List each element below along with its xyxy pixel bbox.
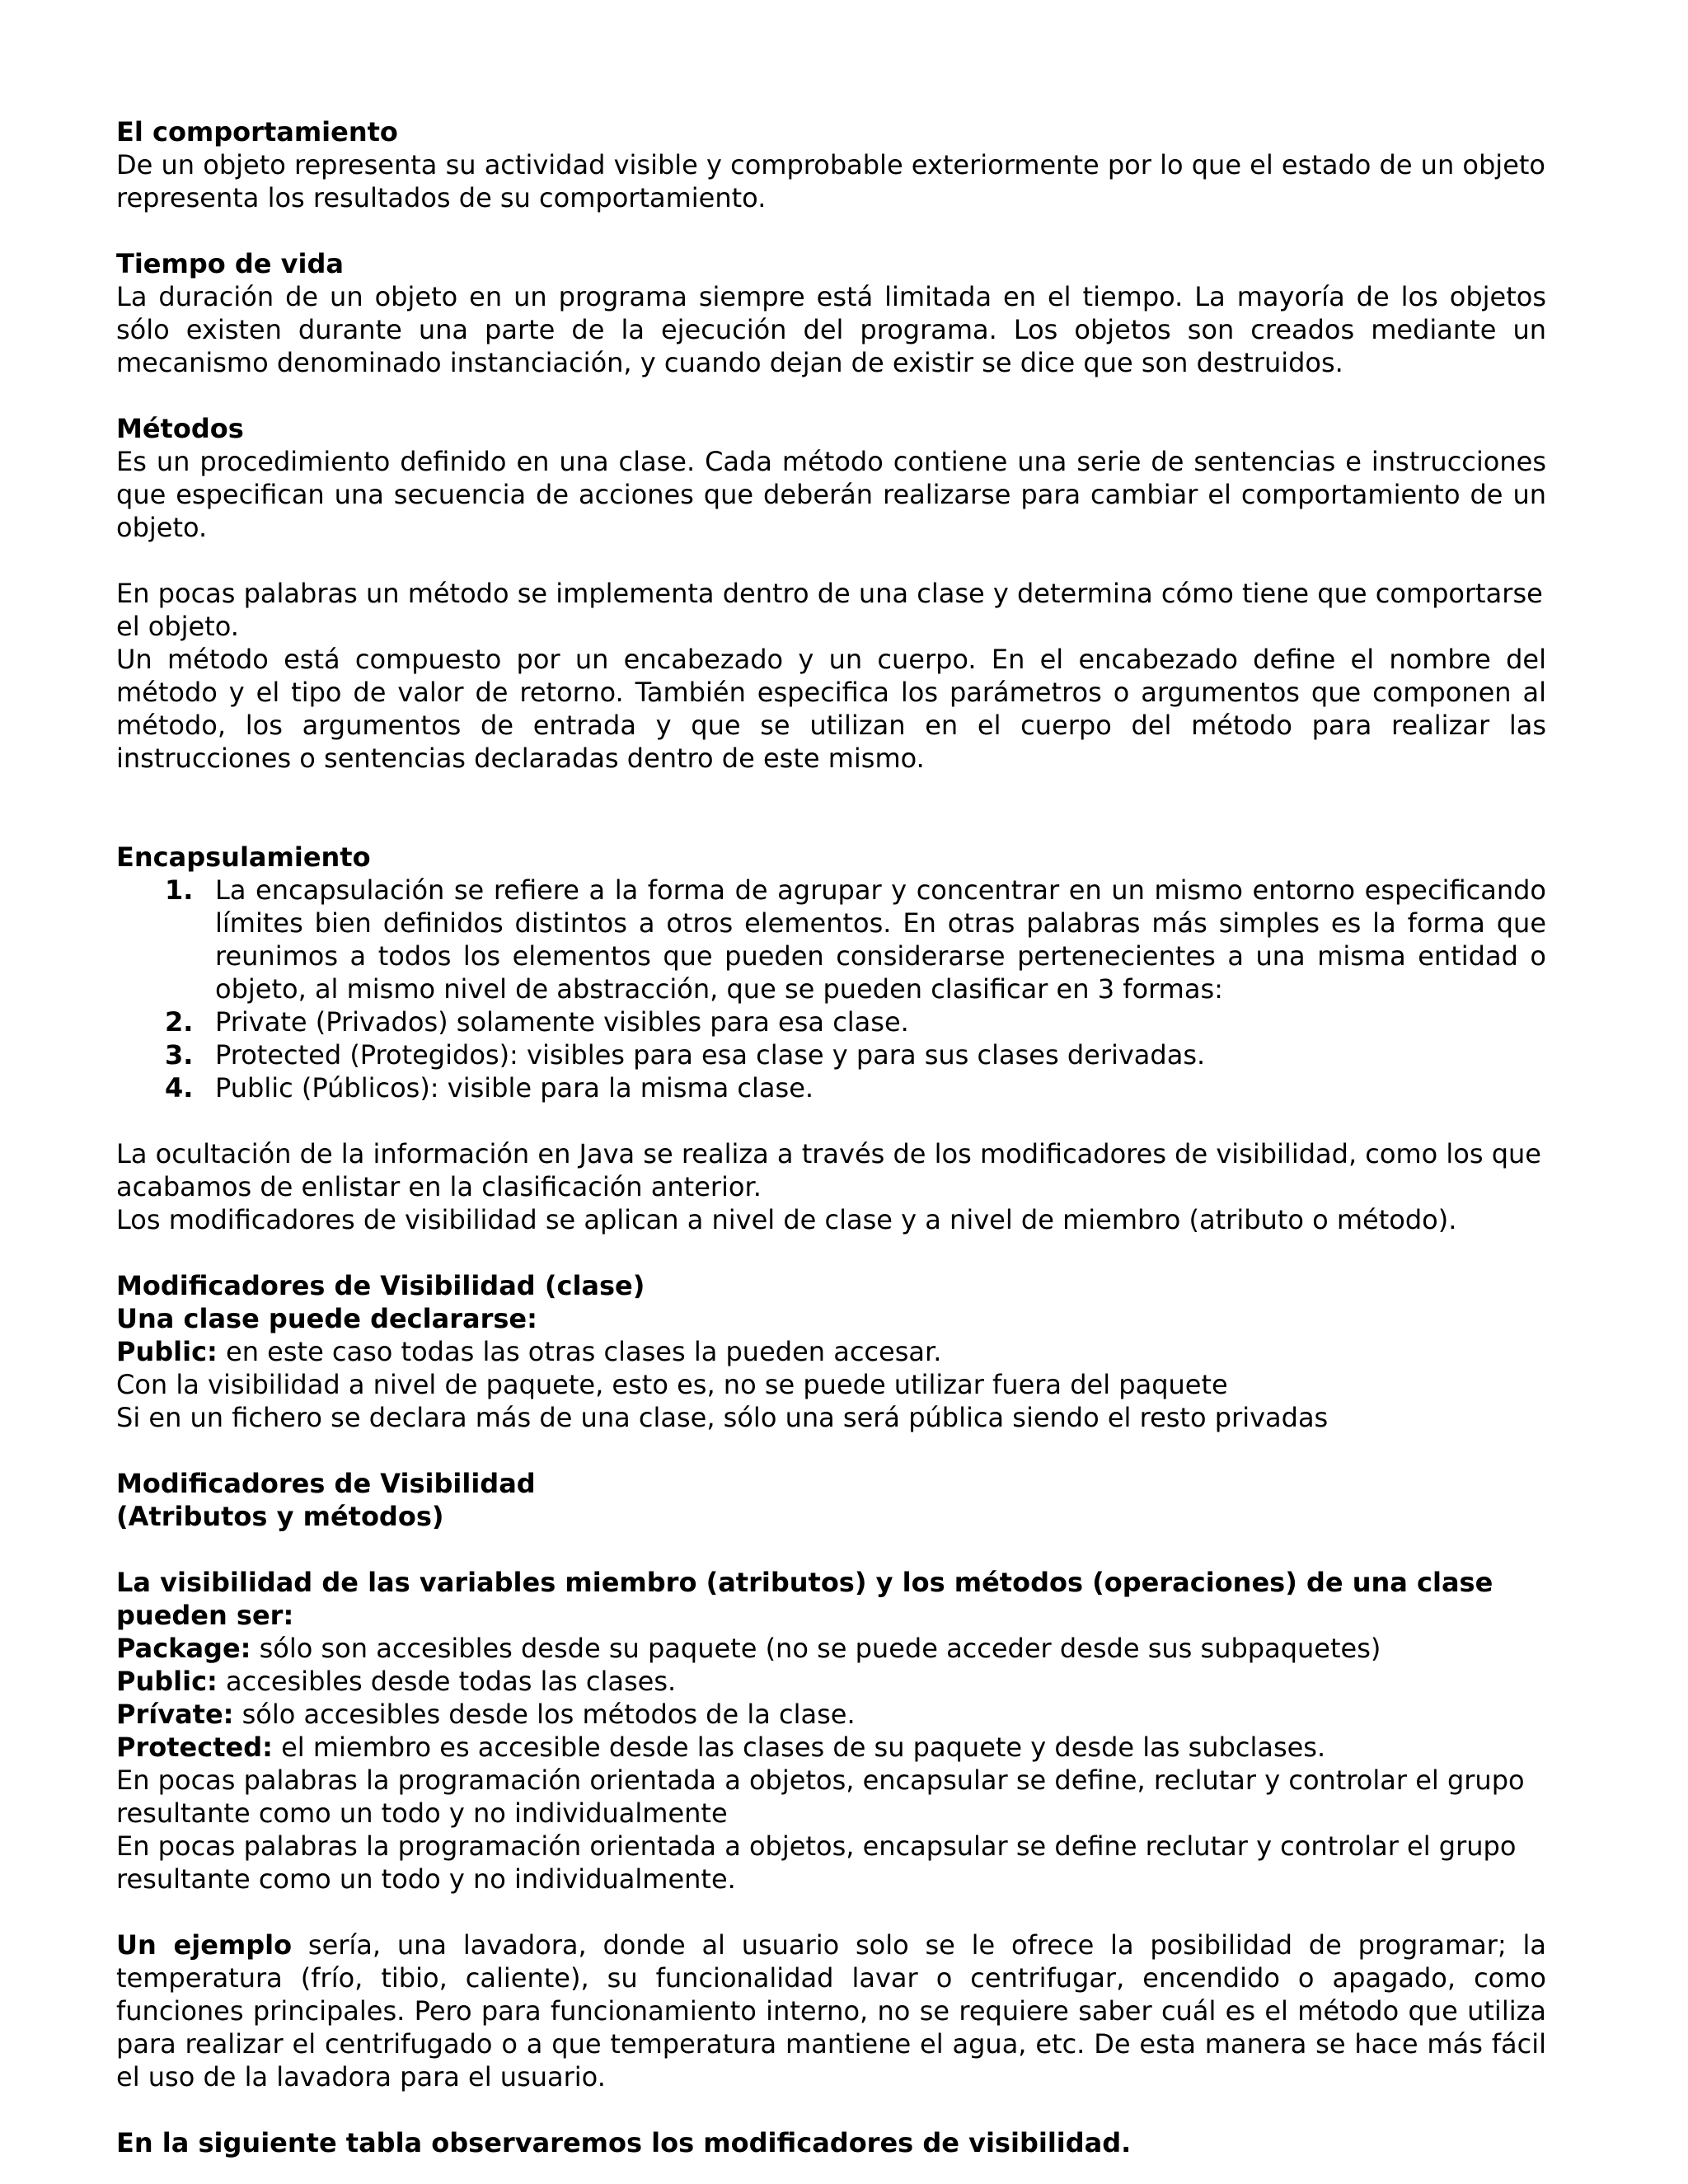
package-line <box>116 1632 1546 1665</box>
section-tiempo-de-vida <box>116 247 1546 379</box>
list-item-number: 1. <box>165 874 194 906</box>
section-mod-clase <box>116 1269 1546 1434</box>
section-mod-atributos <box>116 1467 1546 1896</box>
list-item <box>165 1005 1546 1038</box>
subheading-clase-declararse: Una clase puede declararse: <box>116 1303 537 1334</box>
heading-comportamiento: El comportamiento <box>116 116 398 148</box>
metodos-text: Es un procedimiento definido en una clase. Cada método contiene una serie de sentencias e instrucciones que especifican una secuencia de acciones que deberán realizarse para cambiar el comportamiento de un objeto. <box>116 446 1546 543</box>
private-text: sólo accesibles desde los métodos de la clase. <box>233 1699 856 1730</box>
public-text: en este caso todas las otras clases la pueden accesar. <box>217 1336 942 1367</box>
clase-fichero-line: Si en un fichero se declara más de una clase, sólo una será pública siendo el resto privadas <box>116 1402 1329 1433</box>
list-item-number: 3. <box>165 1039 194 1071</box>
ocultacion-text: La ocultación de la información en Java se realiza a través de los modificadores de visibilidad, como los que acabamos de enlistar en la clasificación anterior. <box>116 1138 1541 1202</box>
clase-public-line <box>116 1335 1546 1368</box>
list-item-text: Private (Privados) solamente visibles para esa clase. <box>215 1006 909 1038</box>
section-metodos <box>116 412 1546 775</box>
heading-mod-clase: Modificadores de Visibilidad (clase) <box>116 1270 645 1301</box>
metodos-structure-text: Un método está compuesto por un encabezado y un cuerpo. En el encabezado define el nombre del método y el tipo de valor de retorno. También especifica los parámetros o argumentos que componen al método, los argumentos de entrada y que se utilizan en el cuerpo del método para realizar las instrucciones o sentencias declaradas dentro de este mismo. <box>116 644 1546 774</box>
list-item-number: 2. <box>165 1006 194 1038</box>
comportamiento-text: De un objeto representa su actividad visible y comprobable exteriormente por lo que el estado de un objeto representa los resultados de su comportamiento. <box>116 149 1545 213</box>
section-ejemplo <box>116 1929 1546 2093</box>
package-label: Package: <box>116 1633 251 1664</box>
public-line <box>116 1665 1546 1698</box>
ejemplo-label: Un ejemplo <box>116 1929 293 1961</box>
metodos-summary-line: En pocas palabras un método se implementa dentro de una clase y determina cómo tiene que comportarse el objeto. <box>116 578 1543 642</box>
encapsulamiento-list <box>116 874 1546 1104</box>
visibilidad-intro: La visibilidad de las variables miembro (atributos) y los métodos (operaciones) de una clase pueden ser: <box>116 1567 1493 1631</box>
private-label: Prívate: <box>116 1699 234 1730</box>
public-label: Public: <box>116 1666 218 1697</box>
encapsular-summary-1: En pocas palabras la programación orientada a objetos, encapsular se define, reclutar y controlar el grupo resultante como un todo y no individualmente <box>116 1765 1525 1829</box>
list-item-text: La encapsulación se refiere a la forma de agrupar y concentrar en un mismo entorno especificando límites bien definidos distintos a otros elementos. En otras palabras más simples es la forma que reunimos a todos los elementos que pueden considerarse pertenecientes a una misma entidad o objeto, al mismo nivel de abstracción, que se pueden clasificar en 3 formas: <box>215 874 1546 1005</box>
section-encapsulamiento <box>116 841 1546 1236</box>
tiempo-de-vida-text: La duración de un objeto en un programa siempre está limitada en el tiempo. La mayoría de los objetos sólo existen durante una parte de la ejecución del programa. Los objetos son creados mediante un mecanismo denominado instanciación, y cuando dejan de existir se dice que son destruidos. <box>116 281 1546 378</box>
public-label: Public: <box>116 1336 218 1367</box>
heading-tiempo-de-vida: Tiempo de vida <box>116 248 344 279</box>
ejemplo-body: sería, una lavadora, donde al usuario solo se le ofrece la posibilidad de programar; la temperatura (frío, tibio, caliente), su funcionalidad lavar o centrifugar, encendido o apagado, como funciones principales. Pero para funcionamiento interno, no se requiere saber cuál es el método que utiliza para realizar el centrifugado o a que temperatura mantiene el agua, etc. De esta manera se hace más fácil el uso de la lavadora para el usuario. <box>116 1929 1547 2093</box>
heading-encapsulamiento: Encapsulamiento <box>116 841 371 873</box>
protected-line <box>116 1731 1546 1764</box>
private-line <box>116 1698 1546 1731</box>
public-text: accesibles desde todas las clases. <box>217 1666 677 1697</box>
heading-mod-atributos: Modificadores de Visibilidad <box>116 1468 536 1499</box>
package-text: sólo son accesibles desde su paquete (no se puede acceder desde sus subpaquetes) <box>251 1633 1381 1664</box>
modificadores-nivel-text: Los modificadores de visibilidad se aplican a nivel de clase y a nivel de miembro (atributo o método). <box>116 1204 1457 1235</box>
protected-label: Protected: <box>116 1732 273 1763</box>
encapsular-summary-2: En pocas palabras la programación orientada a objetos, encapsular se define reclutar y controlar el grupo resultante como un todo y no individualmente. <box>116 1830 1517 1895</box>
list-item-text: Public (Públicos): visible para la misma clase. <box>215 1072 814 1104</box>
heading-metodos: Métodos <box>116 413 244 444</box>
heading-atributos-metodos: (Atributos y métodos) <box>116 1501 444 1532</box>
list-item-number: 4. <box>165 1072 194 1104</box>
protected-text: el miembro es accesible desde las clases de su paquete y desde las subclases. <box>272 1732 1326 1763</box>
list-item <box>165 1071 1546 1104</box>
section-comportamiento <box>116 115 1546 214</box>
list-item <box>165 874 1546 1005</box>
list-item <box>165 1038 1546 1071</box>
list-item-text: Protected (Protegidos): visibles para esa clase y para sus clases derivadas. <box>215 1039 1206 1071</box>
clase-paquete-line: Con la visibilidad a nivel de paquete, esto es, no se puede utilizar fuera del paquete <box>116 1369 1228 1400</box>
ejemplo-text <box>116 1929 1546 2093</box>
tabla-intro-heading: En la siguiente tabla observaremos los modificadores de visibilidad. <box>116 2127 1132 2158</box>
